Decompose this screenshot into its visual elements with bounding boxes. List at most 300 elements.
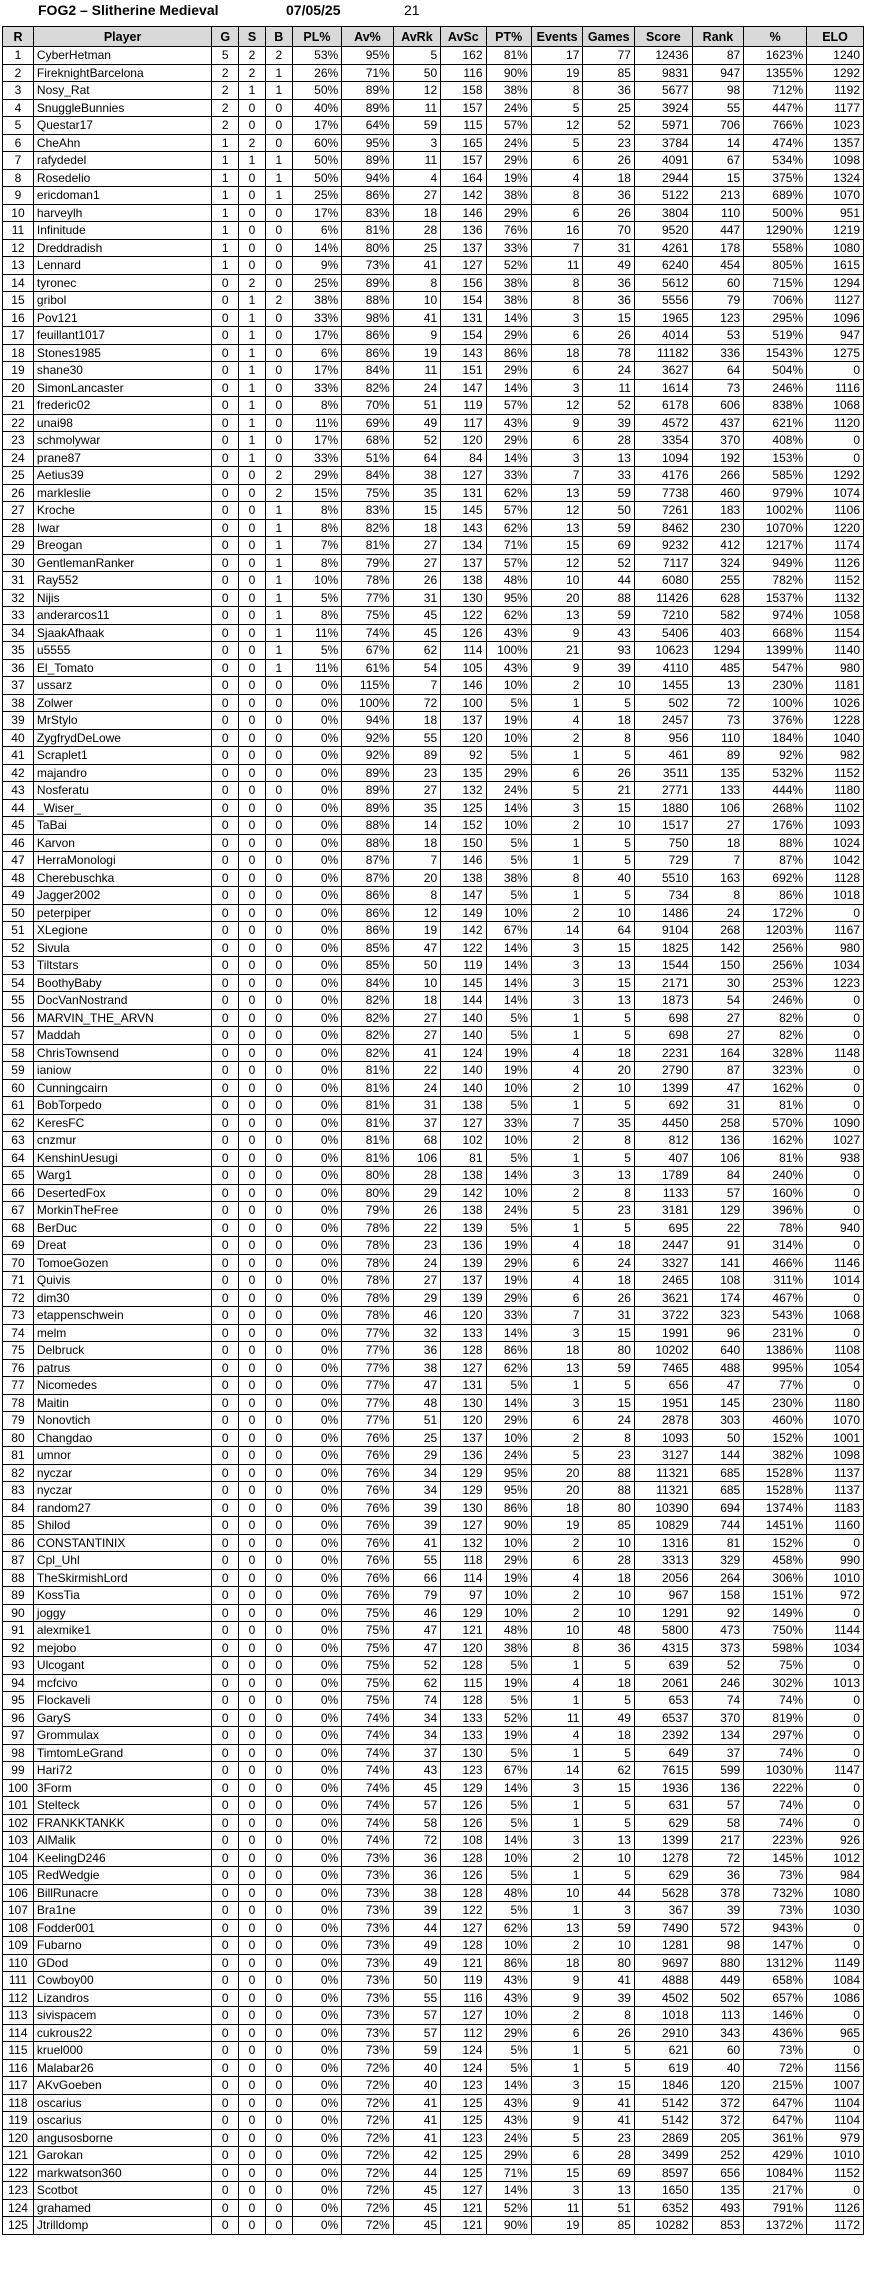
table-cell: 77%: [342, 1324, 394, 1342]
table-cell: 5406: [634, 624, 692, 642]
table-cell: 23: [583, 2129, 635, 2147]
table-cell: 1152: [807, 572, 864, 590]
table-cell: 9: [531, 414, 583, 432]
table-cell: 10: [583, 677, 635, 695]
table-cell: 14%: [486, 1324, 531, 1342]
table-cell: 0: [265, 2217, 292, 2235]
table-cell: 115%: [342, 677, 394, 695]
table-cell: 0: [212, 1604, 239, 1622]
table-cell: 0: [239, 729, 266, 747]
table-cell: patrus: [33, 1359, 211, 1377]
table-row: [3, 64, 864, 82]
table-cell: KossTia: [33, 1587, 211, 1605]
table-cell: 1012: [807, 1849, 864, 1867]
table-cell: 0%: [292, 887, 341, 905]
table-cell: 246%: [744, 379, 807, 397]
table-cell: 3: [531, 1779, 583, 1797]
table-row: [3, 204, 864, 222]
table-cell: 47: [393, 1622, 440, 1640]
table-cell: 38%: [486, 292, 531, 310]
table-cell: 0: [212, 309, 239, 327]
table-cell: 11: [393, 152, 440, 170]
table-cell: 458%: [744, 1552, 807, 1570]
table-cell: 0%: [292, 2199, 341, 2217]
table-cell: 10%: [486, 1184, 531, 1202]
table-cell: 0: [807, 1797, 864, 1815]
table-cell: 74%: [342, 1797, 394, 1815]
table-cell: 106: [692, 1149, 744, 1167]
table-cell: 0: [239, 1237, 266, 1255]
table-cell: 0%: [292, 1902, 341, 1920]
table-cell: 33%: [292, 309, 341, 327]
table-cell: 74%: [342, 1744, 394, 1762]
table-cell: 94%: [342, 169, 394, 187]
table-cell: 25: [583, 99, 635, 117]
table-cell: 3: [531, 2182, 583, 2200]
table-cell: 0%: [292, 922, 341, 940]
table-cell: 1152: [807, 2164, 864, 2182]
table-cell: 972: [807, 1587, 864, 1605]
table-row: [3, 1639, 864, 1657]
table-cell: 22: [393, 1062, 440, 1080]
table-cell: 130: [441, 1394, 486, 1412]
table-cell: 9: [393, 327, 440, 345]
table-cell: CONSTANTINIX: [33, 1534, 211, 1552]
table-cell: 119: [441, 397, 486, 415]
table-cell: 73%: [342, 1902, 394, 1920]
table-cell: 1825: [634, 939, 692, 957]
table-cell: 8: [393, 887, 440, 905]
table-cell: 253%: [744, 974, 807, 992]
table-cell: 0: [239, 1324, 266, 1342]
table-row: [3, 1097, 864, 1115]
table-cell: 0%: [292, 764, 341, 782]
table-cell: Rosedelio: [33, 169, 211, 187]
table-row: [3, 1062, 864, 1080]
table-cell: 1544: [634, 957, 692, 975]
table-row: [3, 1902, 864, 1920]
table-cell: 80: [583, 1499, 635, 1517]
table-cell: 0%: [292, 1114, 341, 1132]
table-cell: 125: [3, 2217, 34, 2235]
table-cell: 0: [212, 1307, 239, 1325]
table-cell: 3: [393, 134, 440, 152]
table-cell: 126: [441, 1867, 486, 1885]
table-cell: 0: [239, 817, 266, 835]
table-row: [3, 239, 864, 257]
table-cell: 0%: [292, 852, 341, 870]
table-row: [3, 2077, 864, 2095]
table-cell: umnor: [33, 1447, 211, 1465]
table-cell: 0: [212, 1044, 239, 1062]
table-cell: 48: [583, 1622, 635, 1640]
table-cell: 11: [393, 362, 440, 380]
table-cell: 0%: [292, 1482, 341, 1500]
table-row: [3, 117, 864, 135]
table-cell: 49: [393, 1937, 440, 1955]
table-row: [3, 134, 864, 152]
table-cell: 82%: [342, 1044, 394, 1062]
table-cell: 14: [692, 134, 744, 152]
table-cell: 10: [583, 817, 635, 835]
table-cell: 11: [531, 257, 583, 275]
table-cell: BobTorpedo: [33, 1097, 211, 1115]
table-cell: 72: [393, 694, 440, 712]
table-cell: 16: [531, 222, 583, 240]
table-cell: 153%: [744, 449, 807, 467]
table-cell: 938: [807, 1149, 864, 1167]
table-cell: Zolwer: [33, 694, 211, 712]
table-cell: Cherebuschka: [33, 869, 211, 887]
table-cell: 0: [807, 904, 864, 922]
column-header: PT%: [486, 27, 531, 47]
table-cell: 1316: [634, 1534, 692, 1552]
table-cell: 10282: [634, 2217, 692, 2235]
table-cell: 1281: [634, 1937, 692, 1955]
table-cell: 0: [239, 1079, 266, 1097]
table-cell: 0: [212, 764, 239, 782]
table-cell: 0: [265, 1167, 292, 1185]
table-cell: 76%: [342, 1534, 394, 1552]
table-cell: 54: [3, 974, 34, 992]
table-cell: 24: [393, 379, 440, 397]
table-cell: 0: [239, 572, 266, 590]
table-cell: 0: [265, 799, 292, 817]
table-cell: 485: [692, 659, 744, 677]
table-cell: 45: [393, 1779, 440, 1797]
table-cell: 135: [692, 764, 744, 782]
table-cell: 4: [531, 1044, 583, 1062]
table-cell: 15: [583, 1324, 635, 1342]
table-cell: 122: [3, 2164, 34, 2182]
table-cell: 5: [583, 2042, 635, 2060]
table-cell: 127: [441, 1517, 486, 1535]
table-cell: 4: [531, 1062, 583, 1080]
table-cell: 14%: [486, 957, 531, 975]
table-cell: 0%: [292, 1884, 341, 1902]
table-cell: Changdao: [33, 1429, 211, 1447]
table-cell: 0: [265, 1272, 292, 1290]
table-cell: harveylh: [33, 204, 211, 222]
table-cell: 80: [3, 1429, 34, 1447]
table-cell: 5: [583, 1797, 635, 1815]
table-cell: 0: [265, 1849, 292, 1867]
table-cell: 60: [3, 1079, 34, 1097]
table-cell: 52: [583, 397, 635, 415]
table-cell: 6240: [634, 257, 692, 275]
table-cell: 0: [239, 834, 266, 852]
table-cell: 51%: [342, 449, 394, 467]
table-row: [3, 1132, 864, 1150]
table-cell: 791%: [744, 2199, 807, 2217]
table-cell: 0: [807, 1919, 864, 1937]
table-cell: 72%: [342, 2077, 394, 2095]
table-cell: 534%: [744, 152, 807, 170]
table-cell: 40: [583, 869, 635, 887]
table-cell: 73%: [342, 1954, 394, 1972]
table-cell: 76%: [342, 1464, 394, 1482]
table-cell: 0: [807, 2007, 864, 2025]
table-cell: 126: [441, 1814, 486, 1832]
table-cell: 0%: [292, 2164, 341, 2182]
table-cell: 28: [3, 519, 34, 537]
table-cell: 1093: [634, 1429, 692, 1447]
table-cell: 146: [441, 852, 486, 870]
table-cell: GaryS: [33, 1709, 211, 1727]
table-cell: 20: [3, 379, 34, 397]
table-cell: 8%: [292, 519, 341, 537]
table-cell: 0: [212, 519, 239, 537]
table-cell: 297%: [744, 1727, 807, 1745]
table-row: [3, 1569, 864, 1587]
table-cell: 0: [265, 344, 292, 362]
table-cell: 52: [692, 1657, 744, 1675]
table-cell: 74%: [342, 624, 394, 642]
table-cell: 706%: [744, 292, 807, 310]
table-cell: 729: [634, 852, 692, 870]
table-cell: 0: [239, 1149, 266, 1167]
table-row: [3, 169, 864, 187]
table-cell: 1650: [634, 2182, 692, 2200]
table-cell: 0%: [292, 2182, 341, 2200]
table-cell: 0: [212, 1639, 239, 1657]
table-cell: 1183: [807, 1499, 864, 1517]
table-cell: 0: [265, 1989, 292, 2007]
table-cell: 984: [807, 1867, 864, 1885]
table-cell: 138: [441, 572, 486, 590]
table-cell: 466%: [744, 1254, 807, 1272]
table-cell: 5%: [486, 834, 531, 852]
column-header: ELO: [807, 27, 864, 47]
table-row: [3, 624, 864, 642]
table-row: [3, 659, 864, 677]
table-cell: 5: [583, 887, 635, 905]
table-cell: 67%: [486, 922, 531, 940]
table-cell: 136: [692, 1779, 744, 1797]
table-cell: 78%: [342, 1272, 394, 1290]
table-cell: 2: [531, 1079, 583, 1097]
table-cell: 853: [692, 2217, 744, 2235]
table-cell: 35: [393, 799, 440, 817]
table-cell: 256%: [744, 957, 807, 975]
table-cell: 213: [692, 187, 744, 205]
table-cell: 89%: [342, 799, 394, 817]
table-cell: 26: [583, 152, 635, 170]
table-cell: 57: [393, 2007, 440, 2025]
table-cell: 75%: [342, 1692, 394, 1710]
table-cell: 31: [3, 572, 34, 590]
table-cell: 96: [3, 1709, 34, 1727]
table-cell: 43%: [486, 2094, 531, 2112]
table-cell: 127: [441, 1114, 486, 1132]
table-cell: 0: [239, 1674, 266, 1692]
table-cell: 1116: [807, 379, 864, 397]
table-cell: 0: [265, 887, 292, 905]
table-cell: 147: [441, 887, 486, 905]
table-cell: 24%: [486, 782, 531, 800]
table-cell: 1: [265, 502, 292, 520]
table-cell: 2457: [634, 712, 692, 730]
table-cell: 1278: [634, 1849, 692, 1867]
table-cell: 92%: [342, 747, 394, 765]
table-row: [3, 2112, 864, 2130]
table-row: [3, 1464, 864, 1482]
table-cell: 147%: [744, 1937, 807, 1955]
table-cell: 109: [3, 1937, 34, 1955]
table-cell: 0%: [292, 1289, 341, 1307]
table-cell: 0%: [292, 1447, 341, 1465]
table-cell: 1058: [807, 607, 864, 625]
table-cell: 0: [212, 747, 239, 765]
table-cell: 122: [441, 939, 486, 957]
table-cell: 0: [212, 852, 239, 870]
table-cell: 0: [265, 694, 292, 712]
table-cell: 31: [692, 1097, 744, 1115]
table-row: [3, 1867, 864, 1885]
table-row: [3, 1517, 864, 1535]
table-cell: 0: [807, 1324, 864, 1342]
table-cell: 0: [212, 694, 239, 712]
table-cell: 115: [3, 2042, 34, 2060]
table-cell: 692: [634, 1097, 692, 1115]
table-cell: 940: [807, 1219, 864, 1237]
table-cell: 40: [3, 729, 34, 747]
table-cell: 74%: [342, 1762, 394, 1780]
table-cell: 131: [441, 484, 486, 502]
table-cell: 81%: [486, 47, 531, 65]
table-cell: 5: [583, 1219, 635, 1237]
table-cell: 50: [393, 1972, 440, 1990]
table-cell: 698: [634, 1027, 692, 1045]
table-cell: 0: [265, 449, 292, 467]
table-cell: GDod: [33, 1954, 211, 1972]
table-cell: 144: [441, 992, 486, 1010]
table-cell: 0: [807, 1814, 864, 1832]
table-cell: 256%: [744, 939, 807, 957]
table-cell: 76: [3, 1359, 34, 1377]
table-cell: 2: [531, 1429, 583, 1447]
table-cell: 2: [3, 64, 34, 82]
table-cell: 0: [239, 1797, 266, 1815]
table-cell: 86: [3, 1534, 34, 1552]
table-cell: 117: [3, 2077, 34, 2095]
table-cell: 7: [531, 239, 583, 257]
table-cell: 164: [441, 169, 486, 187]
table-cell: 2878: [634, 1412, 692, 1430]
table-cell: 619: [634, 2059, 692, 2077]
report-count: 21: [404, 2, 420, 18]
table-row: [3, 1989, 864, 2007]
table-cell: 0: [212, 1902, 239, 1920]
table-cell: 1: [265, 152, 292, 170]
table-cell: 5: [531, 134, 583, 152]
table-cell: 504%: [744, 362, 807, 380]
table-row: [3, 1079, 864, 1097]
table-cell: 974%: [744, 607, 807, 625]
table-cell: 1357: [807, 134, 864, 152]
table-cell: 766%: [744, 117, 807, 135]
table-cell: 37: [393, 1744, 440, 1762]
table-cell: 0%: [292, 1044, 341, 1062]
table-cell: 1106: [807, 502, 864, 520]
table-cell: 51: [583, 2199, 635, 2217]
table-cell: 0: [265, 1517, 292, 1535]
table-cell: 184%: [744, 729, 807, 747]
table-cell: 137: [441, 554, 486, 572]
table-cell: 154: [441, 292, 486, 310]
table-cell: 92: [3, 1639, 34, 1657]
table-cell: 1167: [807, 922, 864, 940]
table-cell: 105: [441, 659, 486, 677]
table-cell: 1: [212, 222, 239, 240]
table-cell: 0: [265, 1534, 292, 1552]
table-cell: 68: [393, 1132, 440, 1150]
table-cell: 0: [265, 1832, 292, 1850]
table-cell: 19: [531, 64, 583, 82]
table-cell: 0: [265, 1149, 292, 1167]
table-cell: 0: [239, 1569, 266, 1587]
table-cell: 1: [531, 1797, 583, 1815]
table-cell: 4502: [634, 1989, 692, 2007]
table-cell: 744: [692, 1517, 744, 1535]
table-cell: 0%: [292, 2042, 341, 2060]
table-cell: 62: [393, 642, 440, 660]
table-cell: 6: [531, 2024, 583, 2042]
table-cell: 0: [265, 852, 292, 870]
table-cell: 17%: [292, 204, 341, 222]
table-cell: 0: [265, 1429, 292, 1447]
table-cell: 89: [692, 747, 744, 765]
table-cell: 7: [692, 852, 744, 870]
table-row: [3, 2182, 864, 2200]
table-cell: 2: [531, 1604, 583, 1622]
table-cell: 124: [441, 2059, 486, 2077]
table-cell: 0: [212, 1919, 239, 1937]
table-cell: 0%: [292, 747, 341, 765]
table-cell: 0: [265, 2164, 292, 2182]
table-cell: 73%: [744, 2042, 807, 2060]
table-cell: 72%: [342, 2217, 394, 2235]
table-cell: 19%: [486, 1727, 531, 1745]
table-cell: 0: [265, 1867, 292, 1885]
table-cell: 151: [441, 362, 486, 380]
table-cell: KeelingD246: [33, 1849, 211, 1867]
table-cell: 8: [692, 887, 744, 905]
table-cell: 0: [239, 747, 266, 765]
table-cell: Nijis: [33, 589, 211, 607]
table-cell: 812: [634, 1132, 692, 1150]
table-cell: 24%: [486, 134, 531, 152]
table-cell: 5%: [486, 1149, 531, 1167]
table-cell: 85: [583, 64, 635, 82]
column-header: %: [744, 27, 807, 47]
table-cell: 0: [807, 1727, 864, 1745]
table-cell: KeresFC: [33, 1114, 211, 1132]
table-cell: 0: [212, 1114, 239, 1132]
table-cell: Scotbot: [33, 2182, 211, 2200]
table-cell: 57%: [486, 117, 531, 135]
table-cell: 142: [441, 922, 486, 940]
table-cell: 81%: [342, 537, 394, 555]
table-cell: 39: [692, 1902, 744, 1920]
table-cell: 27: [3, 502, 34, 520]
table-cell: 0: [239, 1412, 266, 1430]
table-cell: 1086: [807, 1989, 864, 2007]
table-cell: 149: [441, 904, 486, 922]
table-cell: 53: [3, 957, 34, 975]
table-row: [3, 1657, 864, 1675]
table-cell: 2790: [634, 1062, 692, 1080]
